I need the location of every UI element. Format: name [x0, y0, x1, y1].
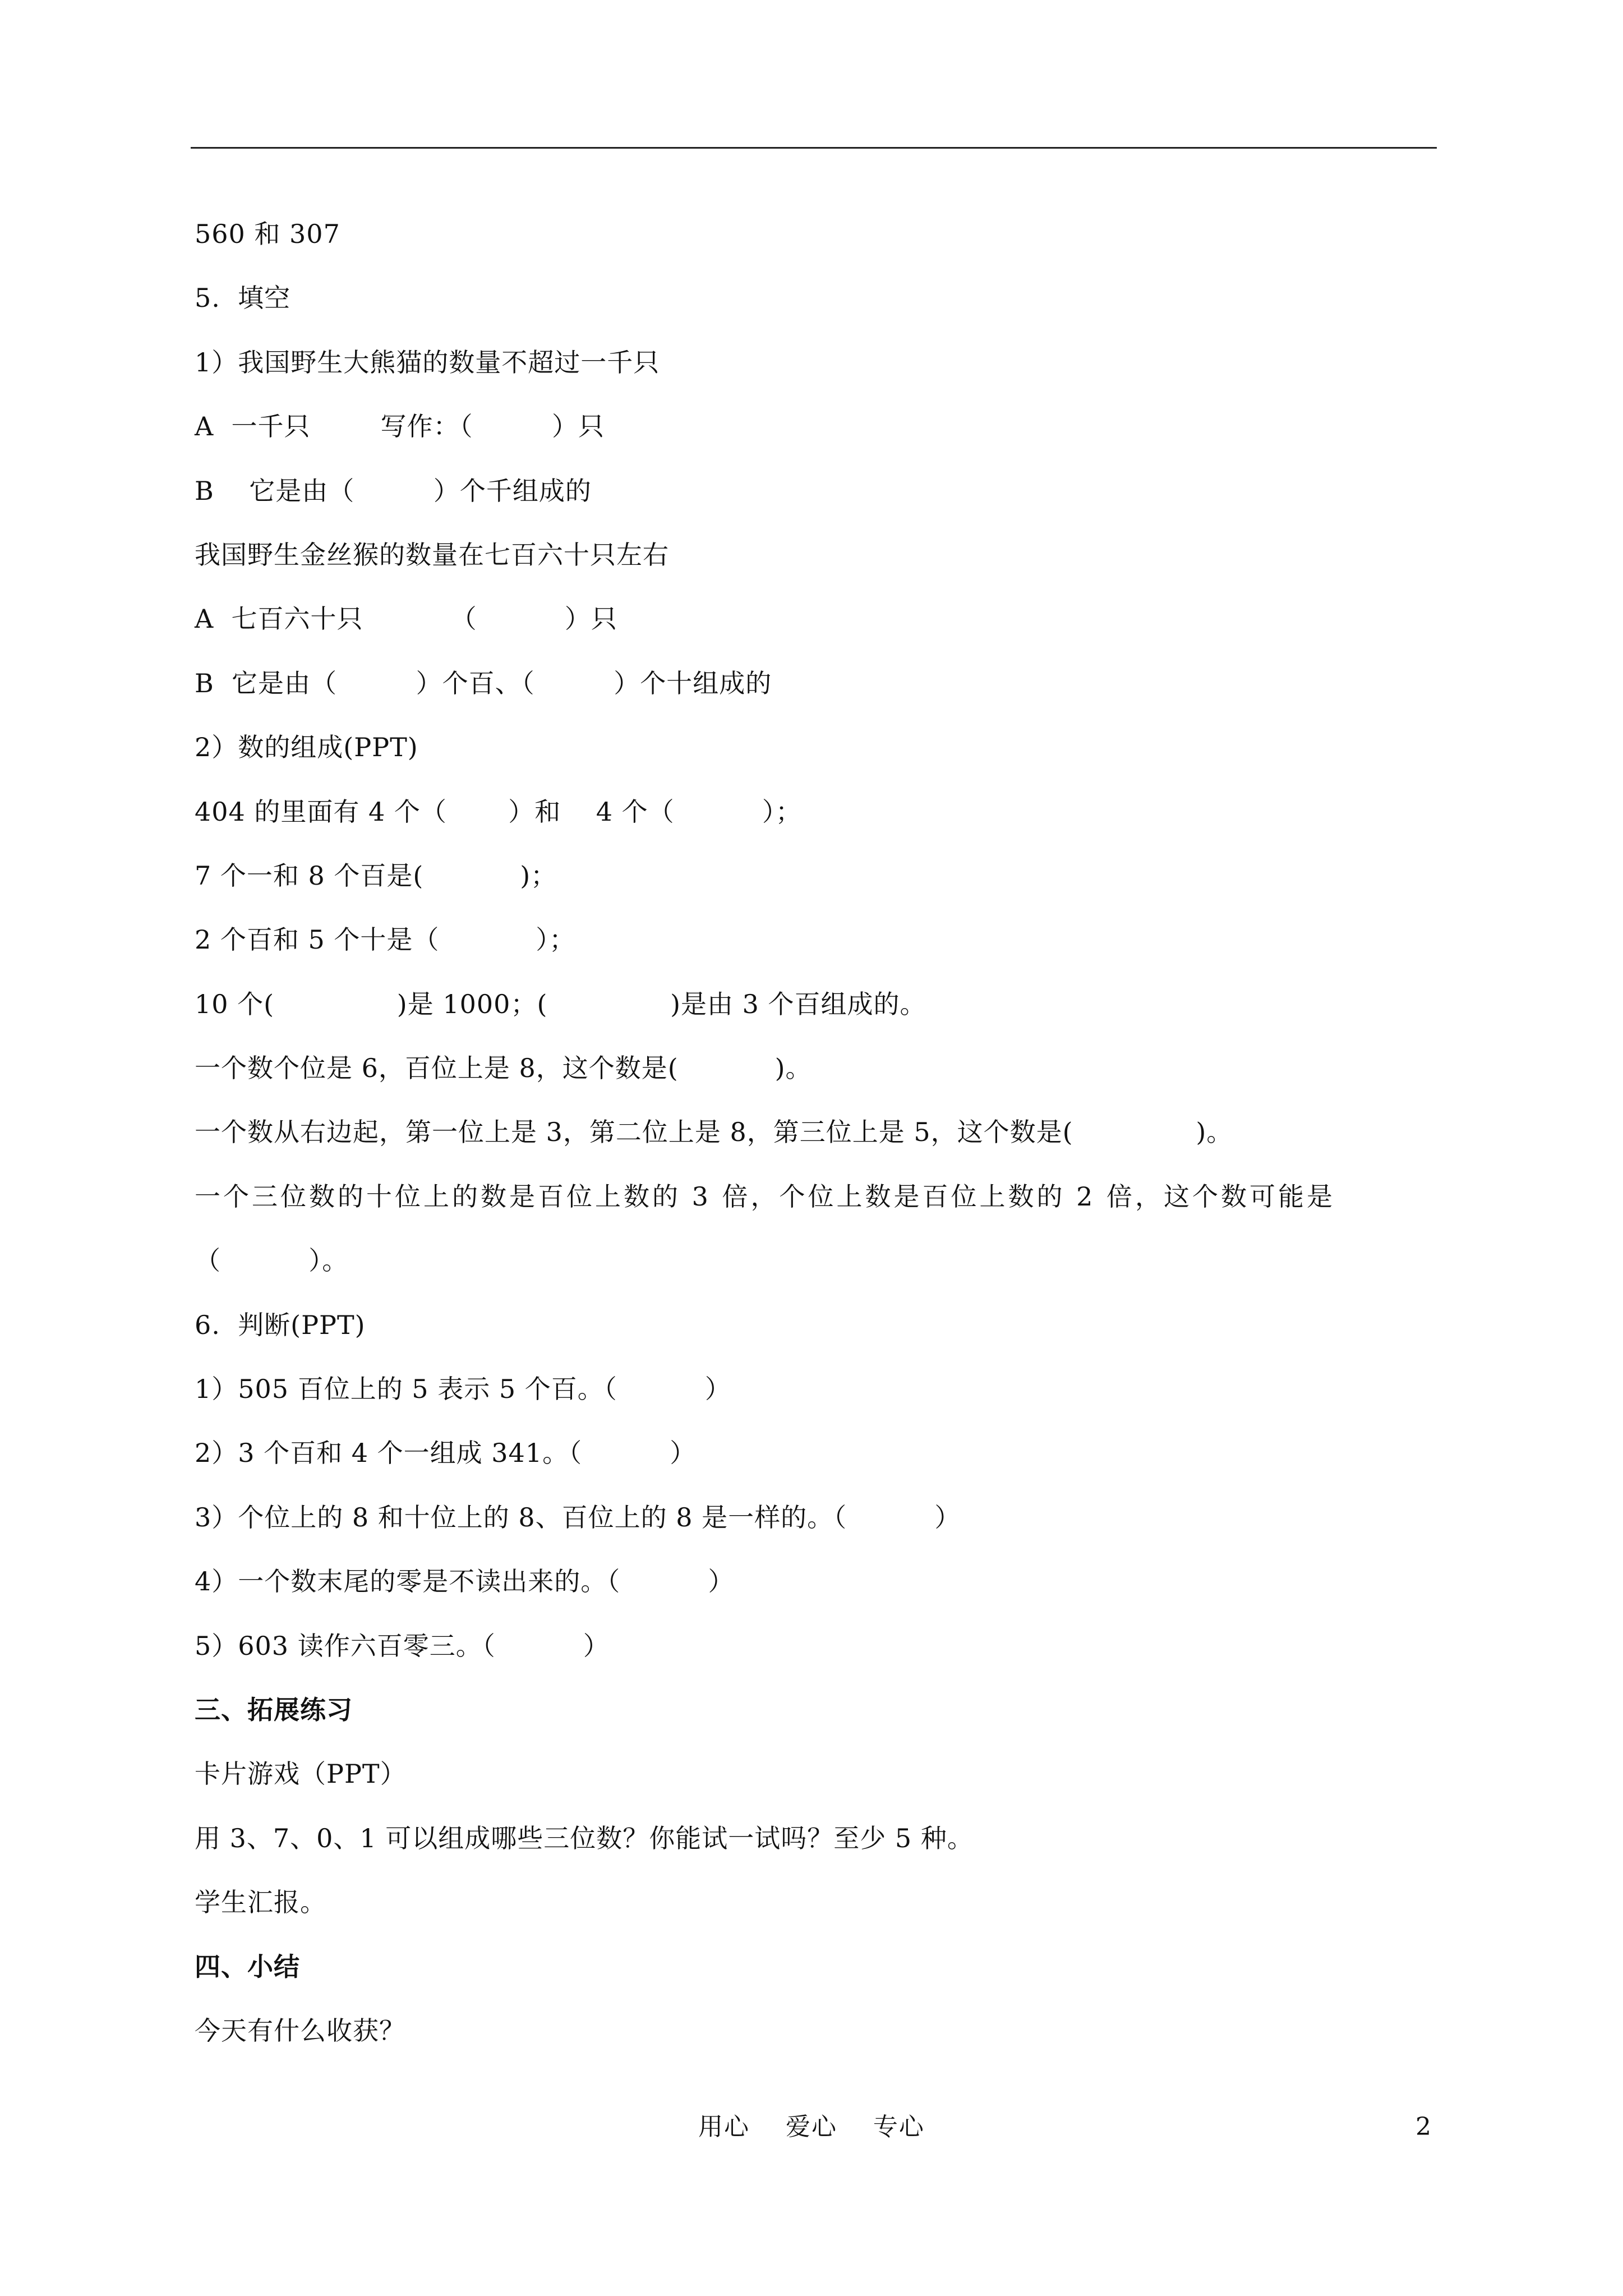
blank-monkey-composition: B 它是由（ ）个百、（ ）个十组成的 [195, 668, 772, 698]
footer-motto: 用心 爱心 专心 [698, 2113, 925, 2141]
question-three-digit-multiples: 一个三位数的十位上的数是百位上数的 3 倍，个位上数是百位上数的 2 倍，这个数可能是 [195, 1181, 1336, 1212]
blank-7-ones-8-hundreds: 7 个一和 8 个百是( )； [195, 860, 557, 891]
blank-panda-write: A 一千只 写作：（ ）只 [195, 411, 605, 442]
judge-item-2: 2）3 个百和 4 个一组成 341。（ ） [195, 1438, 697, 1469]
blank-panda-thousands: B 它是由（ ）个千组成的 [195, 475, 592, 506]
student-report: 学生汇报。 [195, 1887, 326, 1918]
subheading-number-composition: 2）数的组成(PPT) [195, 732, 418, 763]
judge-item-1: 1）505 百位上的 5 表示 5 个百。（ ） [195, 1374, 731, 1405]
card-game-question: 用 3、7、0、1 可以组成哪些三位数？你能试一试吗？至少 5 种。 [195, 1823, 974, 1853]
blank-2-hundreds-5-tens: 2 个百和 5 个十是（ ）； [195, 924, 576, 955]
section-heading-fill-in-blanks: 5. 填空 [195, 283, 291, 314]
section-heading-true-false: 6. 判断(PPT) [195, 1309, 366, 1340]
summary-question: 今天有什么收获？ [195, 2015, 405, 2046]
question-golden-monkey-count: 我国野生金丝猴的数量在七百六十只左右 [195, 539, 669, 570]
blank-digits-3-8-5: 一个数从右边起，第一位上是 3，第二位上是 8，第三位上是 5，这个数是( )。 [195, 1117, 1233, 1148]
judge-item-3: 3）个位上的 8 和十位上的 8、百位上的 8 是一样的。（ ） [195, 1502, 961, 1533]
document-body [195, 202, 1451, 2063]
page-number: 2 [1415, 2113, 1431, 2141]
judge-item-5: 5）603 读作六百零三。（ ） [195, 1630, 610, 1661]
section-heading-extension-practice: 三、拓展练习 [195, 1694, 353, 1725]
section-heading-summary: 四、小结 [195, 1951, 300, 1982]
judge-item-4: 4）一个数末尾的零是不读出来的。（ ） [195, 1566, 735, 1597]
blank-1000-and-300: 10 个( )是 1000；( )是由 3 个百组成的。 [195, 988, 926, 1019]
card-game-title: 卡片游戏（PPT） [195, 1759, 407, 1789]
text-line-numbers-560-307: 560 和 307 [195, 219, 340, 249]
blank-monkey-write: A 七百六十只 （ ）只 [195, 604, 617, 634]
blank-ones-6-hundreds-8: 一个数个位是 6，百位上是 8，这个数是( )。 [195, 1053, 812, 1084]
blank-three-digit-multiples: （ ）。 [195, 1245, 349, 1276]
blank-404-composition: 404 的里面有 4 个（ ）和 4 个（ ）； [195, 796, 802, 827]
question-panda-count: 1）我国野生大熊猫的数量不超过一千只 [195, 347, 660, 378]
header-rule [191, 147, 1437, 149]
